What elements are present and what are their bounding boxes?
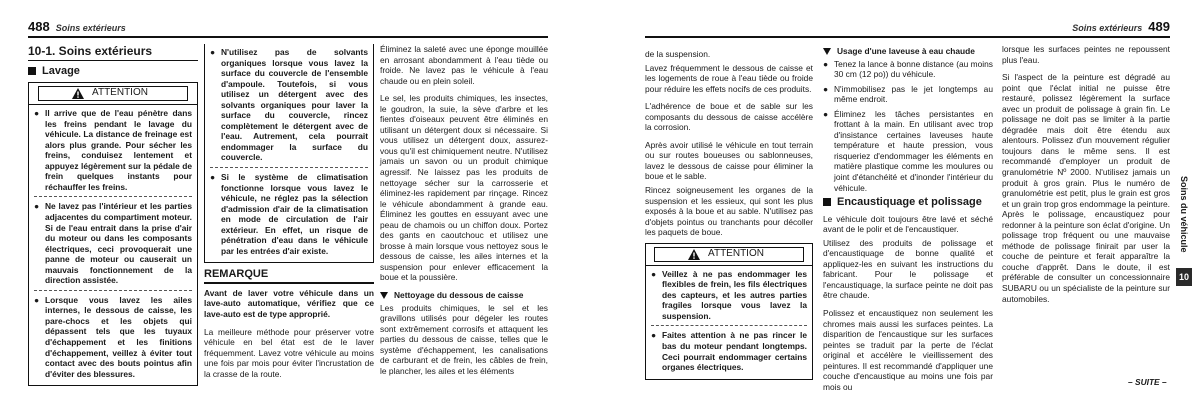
subsection-title: Lavage (42, 64, 80, 77)
attention-body-continued (205, 44, 373, 262)
paragraph: de la suspension. (645, 49, 711, 59)
attention-list-continued (210, 47, 368, 256)
attention-header (29, 83, 197, 105)
square-icon (28, 67, 36, 75)
attention-separator (34, 196, 192, 197)
triangle-down-icon (380, 292, 388, 299)
attention-item: ● Si le système de climatisation fonctionne lorsque vous lavez le véhicule, ne réglez pas la sélection d'admission d'air de la climatisation en mode de circulation de l'air extérieur. En effet, un risque de pénétration d'eau dans le véhicule par les entrées d'air existe. (210, 172, 368, 256)
suite-marker: – SUITE – (1128, 377, 1167, 387)
triangle-down-icon (823, 48, 831, 55)
warning-icon (688, 249, 700, 260)
right-page (645, 0, 1170, 402)
paragraph: lorsque les surfaces peintes ne repoussent plus l'eau. (1002, 44, 1170, 65)
right-col-1 (645, 49, 813, 380)
remarque-title: REMARQUE (204, 268, 269, 281)
attention-label: ATTENTION (92, 87, 148, 99)
attention-list (651, 269, 807, 373)
laveuse-title: Usage d'une laveuse à eau chaude (837, 46, 975, 56)
attention-box (28, 82, 198, 386)
subsection-title: Encaustiquage et polissage (837, 196, 982, 209)
attention-list (34, 108, 192, 379)
attention-item: ● Lorsque vous lavez les ailes internes, le dessous de caisse, les pare-chocs et les objets qui dépassent tels que les tuyaux d'échappement et les finitions d'échappement, veillez à éviter tout contact avec des bouts pointus afin d'éviter des blessures. (34, 294, 192, 379)
paragraph: Lavez fréquemment le dessous de caisse et les logements de roue à l'eau tiède ou froide pour réduire les effets nocifs de ces produits. (645, 62, 813, 94)
attention-separator (34, 290, 192, 291)
square-icon (823, 198, 831, 206)
paragraph: Polissez et encaustiquez non seulement les chromes mais aussi les surfaces peintes. La disparition de l'encaustique sur les surfaces peintes se traduit par la perte de l'éclat original et accélère le vieillissement des peintures. Il est recommandé d'appliquer une couche d'encaustique au moins une fois par mois ou (823, 308, 993, 392)
paragraph: Éliminez la saleté avec une éponge mouillée en arrosant abondamment à l'eau tiède ou froide. Ne lavez pas le véhicule à l'eau chaude ou en plein soleil. (380, 44, 548, 86)
laveuse-heading (823, 46, 993, 57)
remarque-text: La meilleure méthode pour préserver votre véhicule en bel état est de le laver fréquemment. Lavez votre véhicule au moins une fois par mois pour éviter l'incrustation de la crasse de la route. (204, 326, 374, 379)
nettoyage-heading (380, 290, 548, 301)
attention-body (646, 266, 812, 379)
attention-item: ● Il arrive que de l'eau pénètre dans les freins pendant le lavage du véhicule. La distance de freinage est alors plus grande. Pour sécher les freins, conduisez lentement et appuyez légèrement sur la pédale de frein quelques instants pour réchauffer les freins. (34, 108, 192, 192)
right-col-3 (1002, 44, 1170, 311)
attention-label-box (38, 86, 188, 101)
attention-item: ● Veillez à ne pas endommager les flexibles de frein, les fils électriques des capteurs, et les autres parties fragiles lorsque vous lavez la suspension. (651, 268, 807, 321)
left-col-2 (204, 44, 374, 386)
running-title: Soins extérieurs (55, 23, 126, 33)
paragraph: Le véhicule doit toujours être lavé et séché avant de le polir et de l'encaustiquer. (823, 213, 993, 235)
attention-header (646, 244, 812, 266)
paragraph: Utilisez des produits de polissage et d'encaustiquage de bonne qualité et appliquez-les en suivant les instructions du fabricant. Pour le polissage et l'encaustiquage, la surface peinte ne doit pas être chaude. (823, 237, 993, 301)
attention-box-continued (204, 44, 374, 263)
attention-item: ● Ne lavez pas l'intérieur et les parties adjacentes du compartiment moteur. Si de l'eau entrait dans la prise d'air du moteur ou dans les composants électriques, ceci provoquerait une panne de moteur ou causerait un mauvais fonctionnement de la direction assistée. (34, 201, 192, 286)
right-col-2 (823, 44, 993, 399)
warning-icon (72, 88, 84, 99)
right-header (645, 19, 1170, 34)
list-item: ● N'immobilisez pas le jet longtemps au même endroit. (823, 83, 993, 105)
section-title: 10-1. Soins extérieurs (28, 44, 153, 58)
left-header (28, 19, 548, 34)
attention-separator (210, 167, 368, 168)
laveuse-list (823, 59, 993, 194)
attention-separator (651, 325, 807, 326)
attention-box (645, 243, 813, 380)
section-underline (28, 60, 198, 61)
paragraph: Après avoir utilisé le véhicule en tout terrain ou sur routes boueuses ou sablonneuses, lavez le dessous de caisse pour éliminer la boue et le sable. (645, 139, 813, 182)
header-rule (645, 36, 1170, 38)
page-number: 488 (28, 19, 50, 34)
left-page (28, 0, 548, 402)
subsection-encaustiquage (823, 197, 993, 208)
attention-item: ● Faites attention à ne pas rincer le bas du moteur pendant longtemps. Ceci pourrait endommager certains organes électriques. (651, 330, 807, 373)
chapter-side-label: Soins du véhicule (1179, 176, 1189, 253)
paragraph: Le sel, les produits chimiques, les insectes, le goudron, la suie, la sève d'arbre et les fientes d'oiseaux peuvent être éliminés en utilisant un détergent doux si nécessaire. Si vous utilisez un détergent doux, assurez-vous qu'il est chimiquement neutre. N'utilisez jamais un savon ou un produit chimique agressif. Ne laissez pas les produits de nettoyage sécher sur la carrosserie et éliminez-les rapidement par rinçage. Rincez le véhicule abondamment à grande eau. Éliminez les gouttes en essuyant avec une peau de chamois ou un chiffon doux. Portez des gants en caoutchouc et utilisez une brosse à main lorsque vous nettoyez sous le dessous de caisse, les ailes internes et la suspension pour enlever efficacement la boue et la poussière. (380, 93, 548, 283)
attention-item: ● N'utilisez pas de solvants organiques lorsque vous lavez la surface du couvercle de l'ensemble d'ampoule. Toutefois, si vous utilisez un détergent avec des solvants organiques pour laver la surface du couvercle, rincez complètement le détergent avec de l'eau. Autrement, cela pourrait endommager la surface du couvercle. (210, 47, 368, 163)
left-col-3 (380, 44, 548, 383)
paragraph: Rincez soigneusement les organes de la suspension et les essieux, qui sont les plus exposés à la boue et au sable. N'utilisez pas d'objets pointus ou tranchants pour décoller les paquets de boue. (645, 185, 813, 238)
left-col-1 (28, 44, 198, 386)
chapter-tab: 10 (1176, 268, 1192, 286)
subsection-lavage (28, 66, 198, 77)
nettoyage-title: Nettoyage du dessous de caisse (394, 290, 524, 301)
remarque-bold: Avant de laver votre véhicule dans un lave-auto automatique, vérifiez que ce lave-auto est de type approprié. (204, 287, 374, 320)
list-item: ● Tenez la lance à bonne distance (au moins 30 cm (12 po)) du véhicule. (823, 58, 993, 80)
header-rule (28, 36, 548, 38)
paragraph: Les produits chimiques, le sel et les gravillons utilisés pour dégeler les routes sont extrêmement corrosifs et attaquent les parties du dessous de caisse, telles que le système d'échappement, les canalisations de carburant et de frein, les câbles de frein, le plancher, les ailes et les éléments (380, 302, 548, 376)
list-item: ● Éliminez les tâches persistantes en frottant à la main. En utilisant avec trop d'insistance certaines laveuses haute température et haute pression, vous risqueriez d'endommager les éléments en matière plastique comme les moulures ou joint d'étanchéité et d'inonder l'intérieur du véhicule. (823, 108, 993, 193)
attention-label: ATTENTION (708, 247, 764, 259)
remarque-rule (204, 282, 374, 284)
running-title: Soins extérieurs (1072, 23, 1143, 33)
paragraph: Si l'aspect de la peinture est dégradé au point que l'éclat initial ne puisse être restauré, polissez légèrement la surface avec un produit de polissage à grain fin. Le polissage ne doit pas se limiter à la partie dégradée mais doit être étendu aux alentours. Polissez d'un mouvement régulier toujours dans le même sens. Il est recommandé d'employer un produit de granulométrie Nº 2000. N'utilisez jamais un produit à gros grain. Plus le numéro de granulométrie est petit, plus le grain est gros et un grain trop gros endommage la peinture. Après le polissage, encaustiquez pour redonner à la peinture son éclat d'origine. Un polissage trop fréquent ou une mauvaise méthode de polissage finirait par user la couche de peinture et ferait apparaître la couche d'apprêt. Dans le doute, il est préférable de consulter un concessionnaire SUBARU ou un spécialiste de la peinture sur automobiles. (1002, 72, 1170, 304)
attention-body (29, 105, 197, 385)
attention-label-box (654, 247, 804, 262)
page-number: 489 (1148, 19, 1170, 34)
paragraph: L'adhérence de boue et de sable sur les composants du dessous de caisse accélère la corrosion. (645, 101, 813, 133)
